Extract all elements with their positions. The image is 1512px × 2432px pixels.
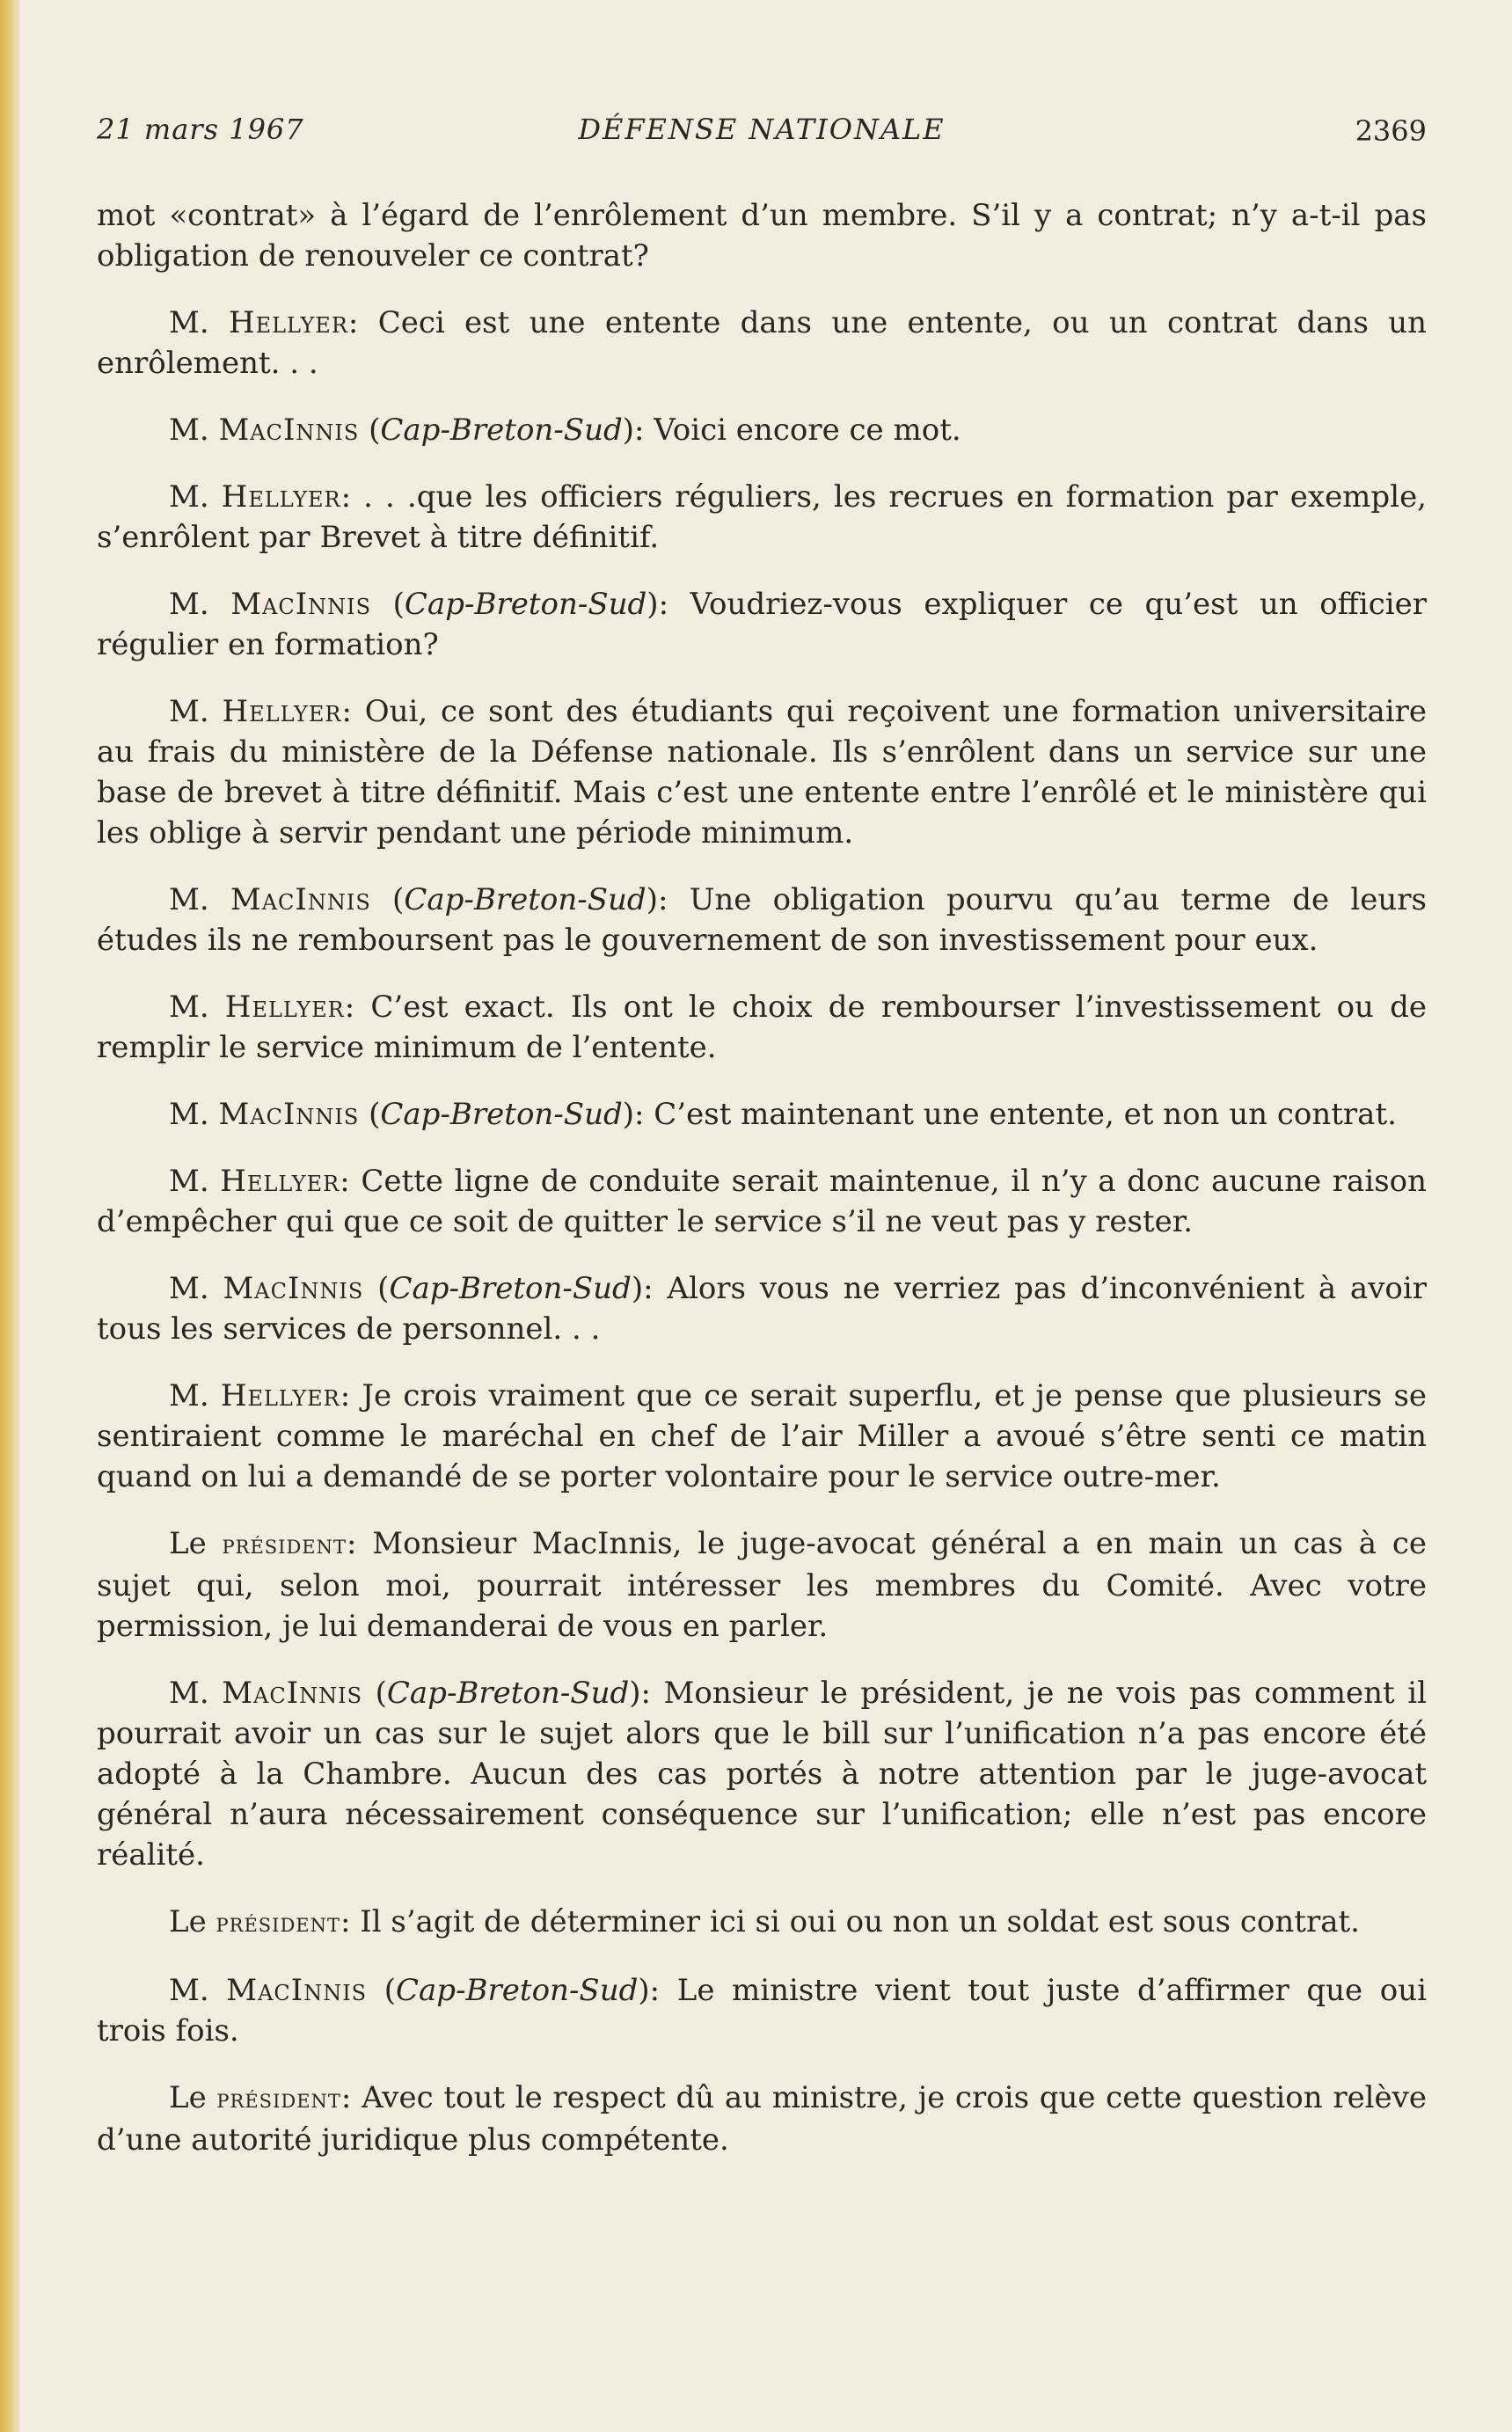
- speech-paragraph: M. Hellyer: . . .que les officiers réguliers, les recrues en formation par exemple, s’enrôlent par Brevet à titre définitif.: [97, 479, 1427, 555]
- speaker-riding: Cap-Breton-Sud: [404, 587, 647, 622]
- speaker-prefix: M.: [169, 1271, 209, 1306]
- speech-text: Ceci est une entente dans une entente, ou un contrat dans un enrôlement. . .: [97, 305, 1428, 381]
- speaker-riding: Cap-Breton-Sud: [380, 413, 623, 448]
- speaker-prefix: Le: [169, 1526, 207, 1561]
- speaker-riding: Cap-Breton-Sud: [380, 1097, 623, 1132]
- speaker-prefix: M.: [169, 1378, 209, 1413]
- speech-text: Avec tout le respect dû au ministre, je crois que cette question relève d’une autorité juridique plus compétente.: [97, 2080, 1428, 2158]
- speaker-prefix: M.: [169, 1973, 209, 2008]
- speech-text: Une obligation pourvu qu’au terme de leurs études ils ne remboursent pas le gouvernement de son investissement pour eux.: [97, 882, 1427, 958]
- speech-text: Voici encore ce mot.: [654, 413, 961, 448]
- speech-paragraph: Le président: Avec tout le respect dû au ministre, je crois que cette question relève d’une autorité juridique plus compétente.: [97, 2080, 1428, 2158]
- speaker-name: MacInnis: [226, 1973, 368, 2008]
- speaker-name: Hellyer: [220, 1164, 340, 1199]
- speaker-riding: Cap-Breton-Sud: [404, 882, 646, 917]
- speech-paragraph: Le président: Monsieur MacInnis, le juge-avocat général a en main un cas à ce sujet qui, selon moi, pourrait intéresser les membres du Comité. Avec votre permission, je lui demanderai de vous en parler.: [97, 1526, 1428, 1644]
- speaker-riding: Cap-Breton-Sud: [389, 1271, 632, 1306]
- speech-paragraph: Le président: Il s’agit de déterminer ici si oui ou non un soldat est sous contrat.: [169, 1904, 1360, 1939]
- speaker-name: MacInnis: [230, 587, 372, 622]
- speech-text: mot «contrat» à l’égard de l’enrôlement d’un membre. S’il y a contrat; n’y a-t-il pas obligation de renouveler ce contrat?: [97, 198, 1427, 274]
- speech-text: Monsieur MacInnis, le juge-avocat général a en main un cas à ce sujet qui, selon moi, pourrait intéresser les membres du Comité. Avec votre permission, je lui demanderai de vous en parler.: [97, 1526, 1428, 1644]
- speech-text: Alors vous ne verriez pas d’inconvénient à avoir tous les services de personnel. . .: [97, 1271, 1427, 1347]
- book-page: [97, 113, 1427, 2187]
- speech-paragraph: M. MacInnis (Cap-Breton-Sud): Le ministre vient tout juste d’affirmer que oui trois fois.: [97, 1973, 1428, 2049]
- speaker-prefix: M.: [169, 1676, 209, 1711]
- speech-paragraph: M. MacInnis (Cap-Breton-Sud): Voici encore ce mot.: [169, 413, 961, 448]
- speech-paragraph: M. MacInnis (Cap-Breton-Sud): Une obligation pourvu qu’au terme de leurs études ils ne remboursent pas le gouvernement de son investissement pour eux.: [97, 882, 1427, 958]
- speaker-name: président: [216, 2084, 341, 2114]
- speech-text: C’est maintenant une entente, et non un contrat.: [654, 1097, 1397, 1132]
- speaker-name: MacInnis: [230, 882, 371, 917]
- speaker-prefix: M.: [169, 479, 209, 515]
- page-number: 2369: [1355, 114, 1427, 148]
- speech-paragraph: M. MacInnis (Cap-Breton-Sud): Monsieur le président, je ne vois pas comment il pourrait avoir un cas sur le sujet alors que le bill sur l’unification n’a pas encore été adopté à la Chambre. Aucun des cas portés à notre attention par le juge-avocat général n’aura nécessairement conséquence sur l’unification; elle n’est pas encore réalité.: [97, 1676, 1428, 1873]
- speaker-name: MacInnis: [218, 413, 360, 448]
- page-gutter-edge: [0, 0, 19, 2432]
- speech-text: Voudriez-vous expliquer ce qu’est un officier régulier en formation?: [97, 587, 1427, 662]
- running-head: [97, 113, 1427, 165]
- speaker-name: Hellyer: [220, 1378, 340, 1413]
- speech-paragraph: M. MacInnis (Cap-Breton-Sud): Voudriez-vous expliquer ce qu’est un officier régulier en formation?: [97, 587, 1427, 662]
- speaker-prefix: Le: [169, 1904, 207, 1939]
- speech-paragraph: M. Hellyer: Je crois vraiment que ce serait superflu, et je pense que plusieurs se sentiraient comme le maréchal en chef de l’air Miller a avoué s’être senti ce matin quand on lui a demandé de se porter volontaire pour le service outre-mer.: [97, 1378, 1428, 1494]
- speech-text: C’est exact. Ils ont le choix de rembourser l’investissement ou de remplir le service minimum de l’entente.: [97, 990, 1428, 1065]
- speaker-name: MacInnis: [218, 1097, 360, 1132]
- speaker-name: MacInnis: [223, 1271, 364, 1306]
- speech-text: Monsieur le président, je ne vois pas comment il pourrait avoir un cas sur le sujet alors que le bill sur l’unification n’a pas encore été adopté à la Chambre. Aucun des cas portés à notre attention par le juge-avocat général n’aura nécessairement conséquence sur l’unification; elle n’est pas encore réalité.: [97, 1676, 1428, 1873]
- speaker-name: MacInnis: [222, 1676, 363, 1711]
- speaker-riding: Cap-Breton-Sud: [386, 1676, 630, 1711]
- speech-text: Il s’agit de déterminer ici si oui ou non un soldat est sous contrat.: [360, 1904, 1360, 1939]
- speech-text: . . .que les officiers réguliers, les recrues en formation par exemple, s’enrôlent par Brevet à titre définitif.: [97, 479, 1427, 555]
- speaker-prefix: M.: [169, 305, 209, 340]
- continued-paragraph: [97, 195, 1427, 276]
- speech-text: Oui, ce sont des étudiants qui reçoivent une formation universitaire au frais du ministère de la Défense nationale. Ils s’enrôlent dans un service sur une base de brevet à titre définitif. Mais c’est une entente entre l’enrôlé et le ministère qui les oblige à servir pendant une période minimum.: [97, 694, 1428, 851]
- speaker-prefix: M.: [169, 413, 209, 448]
- speaker-prefix: M.: [169, 990, 209, 1025]
- speaker-prefix: M.: [169, 694, 209, 729]
- speech-paragraph: M. Hellyer: Oui, ce sont des étudiants qui reçoivent une formation universitaire au frais du ministère de la Défense nationale. Ils s’enrôlent dans un service sur une base de brevet à titre définitif. Mais c’est une entente entre l’enrôlé et le ministère qui les oblige à servir pendant une période minimum.: [97, 694, 1428, 851]
- speaker-name: président: [215, 1908, 341, 1939]
- speaker-prefix: M.: [169, 882, 209, 917]
- speech-text: Je crois vraiment que ce serait superflu, et je pense que plusieurs se sentiraient comme le maréchal en chef de l’air Miller a avoué s’être senti ce matin quand on lui a demandé de se porter volontaire pour le service outre-mer.: [97, 1378, 1428, 1494]
- speaker-riding: Cap-Breton-Sud: [396, 1973, 639, 2008]
- speech-paragraph: M. Hellyer: Ceci est une entente dans une entente, ou un contrat dans un enrôlement. . .: [97, 305, 1428, 381]
- speech-paragraph: M. Hellyer: Cette ligne de conduite serait maintenue, il n’y a donc aucune raison d’empêcher qui que ce soit de quitter le service s’il ne veut pas y rester.: [97, 1164, 1428, 1239]
- speech-paragraph: M. Hellyer: C’est exact. Ils ont le choix de rembourser l’investissement ou de remplir le service minimum de l’entente.: [97, 990, 1428, 1065]
- speaker-name: Hellyer: [224, 990, 345, 1025]
- speaker-name: Hellyer: [221, 479, 341, 515]
- speech-text: Le ministre vient tout juste d’affirmer que oui trois fois.: [97, 1973, 1428, 2049]
- speaker-prefix: M.: [169, 1164, 209, 1199]
- speech-paragraph: M. MacInnis (Cap-Breton-Sud): C’est maintenant une entente, et non un contrat.: [169, 1097, 1397, 1132]
- header-date: 21 mars 1967: [97, 113, 304, 146]
- speech-paragraph: M. MacInnis (Cap-Breton-Sud): Alors vous ne verriez pas d’inconvénient à avoir tous les services de personnel. . .: [97, 1271, 1427, 1347]
- speaker-prefix: M.: [169, 1097, 209, 1132]
- transcript-body: [97, 195, 1427, 2160]
- speaker-prefix: M.: [169, 587, 209, 622]
- header-title: DÉFENSE NATIONALE: [578, 113, 946, 146]
- speaker-prefix: Le: [169, 2080, 207, 2115]
- speaker-name: Hellyer: [222, 694, 342, 729]
- speaker-name: Hellyer: [228, 305, 348, 340]
- speaker-name: président: [222, 1530, 347, 1560]
- speech-text: Cette ligne de conduite serait maintenue, il n’y a donc aucune raison d’empêcher qui que ce soit de quitter le service s’il ne veut pas y rester.: [97, 1164, 1428, 1239]
